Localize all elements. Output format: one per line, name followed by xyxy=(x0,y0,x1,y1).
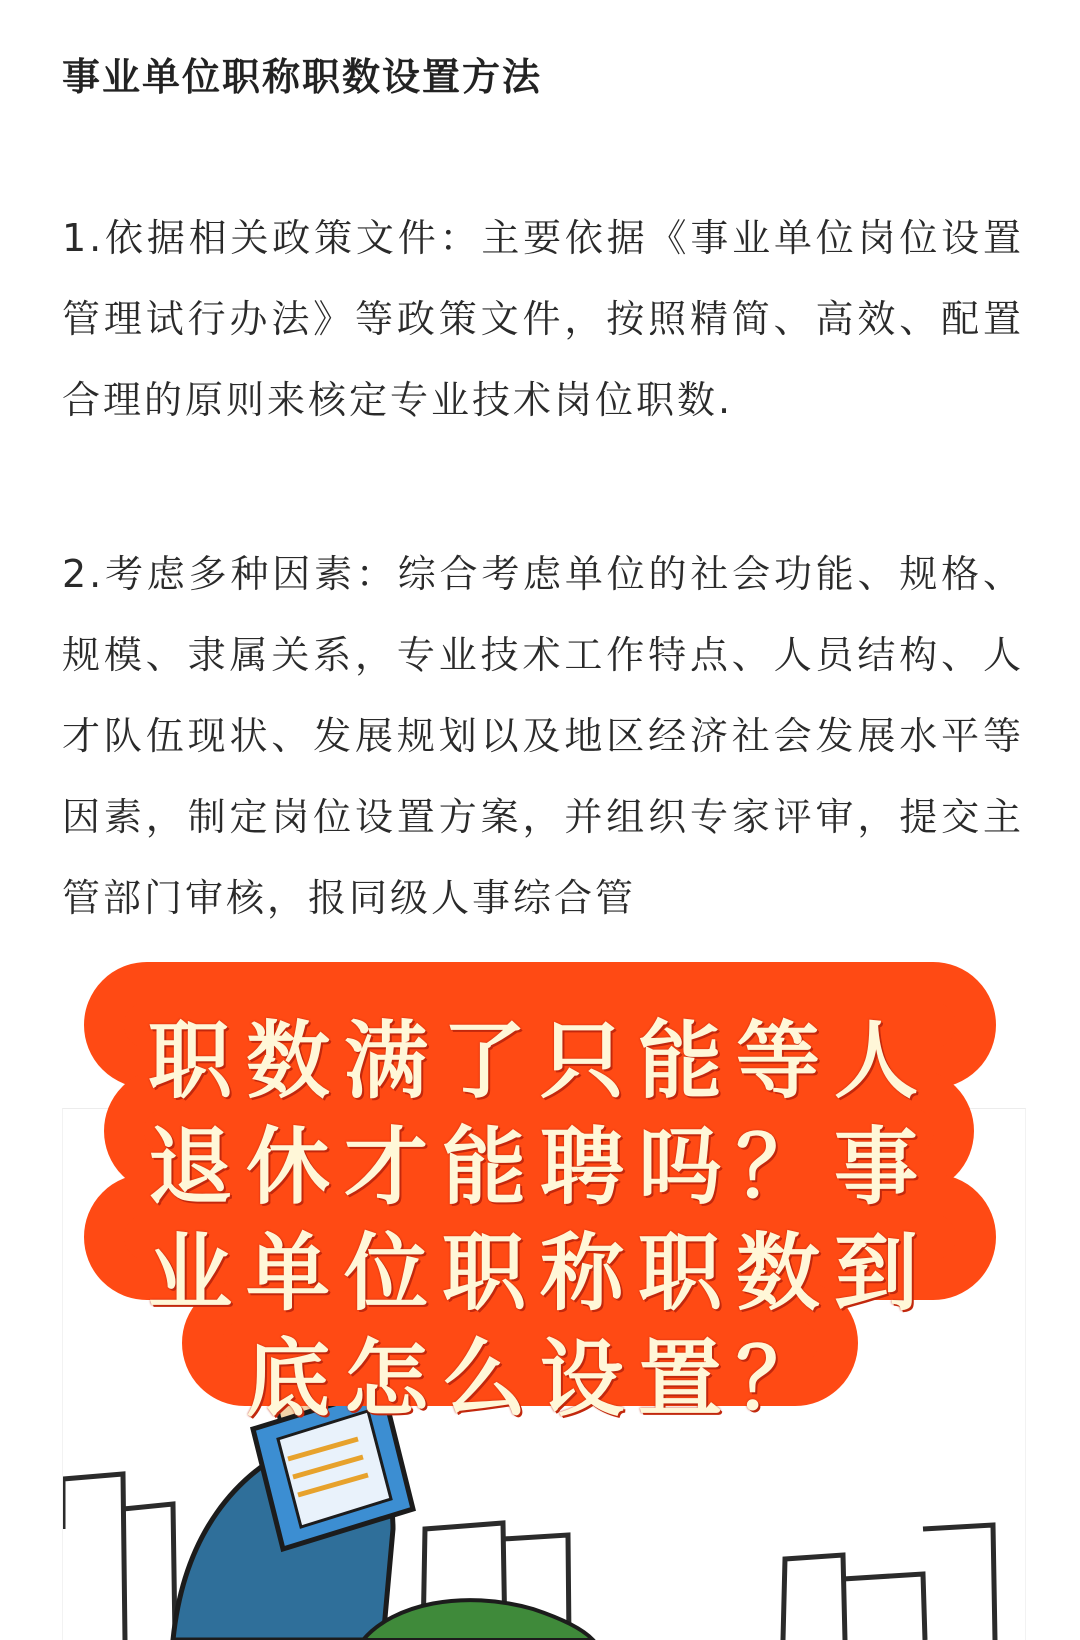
headline-line-1: 职数满了只能等人 xyxy=(147,1011,932,1110)
headline-line-3: 业单位职称职数到 xyxy=(147,1223,932,1322)
headline-line-4: 底怎么设置？ xyxy=(245,1329,834,1428)
page-title: 事业单位职称职数设置方法 xyxy=(62,55,543,99)
paragraph-policy-basis: 1.依据相关政策文件：主要依据《事业单位岗位设置管理试行办法》等政策文件，按照精简、高效、配置合理的原则来核定专业技术岗位职数. xyxy=(62,216,1024,422)
paragraph-factors: 2.考虑多种因素：综合考虑单位的社会功能、规格、规模、隶属关系，专业技术工作特点、人员结构、人才队伍现状、发展规划以及地区经济社会发展水平等因素，制定岗位设置方案，并组织专家评审，提交主管部门审核，报同级人事综合管 xyxy=(62,552,1024,920)
headline-overlay xyxy=(84,960,996,1440)
headline-line-2: 退休才能聘吗？事 xyxy=(147,1117,932,1216)
